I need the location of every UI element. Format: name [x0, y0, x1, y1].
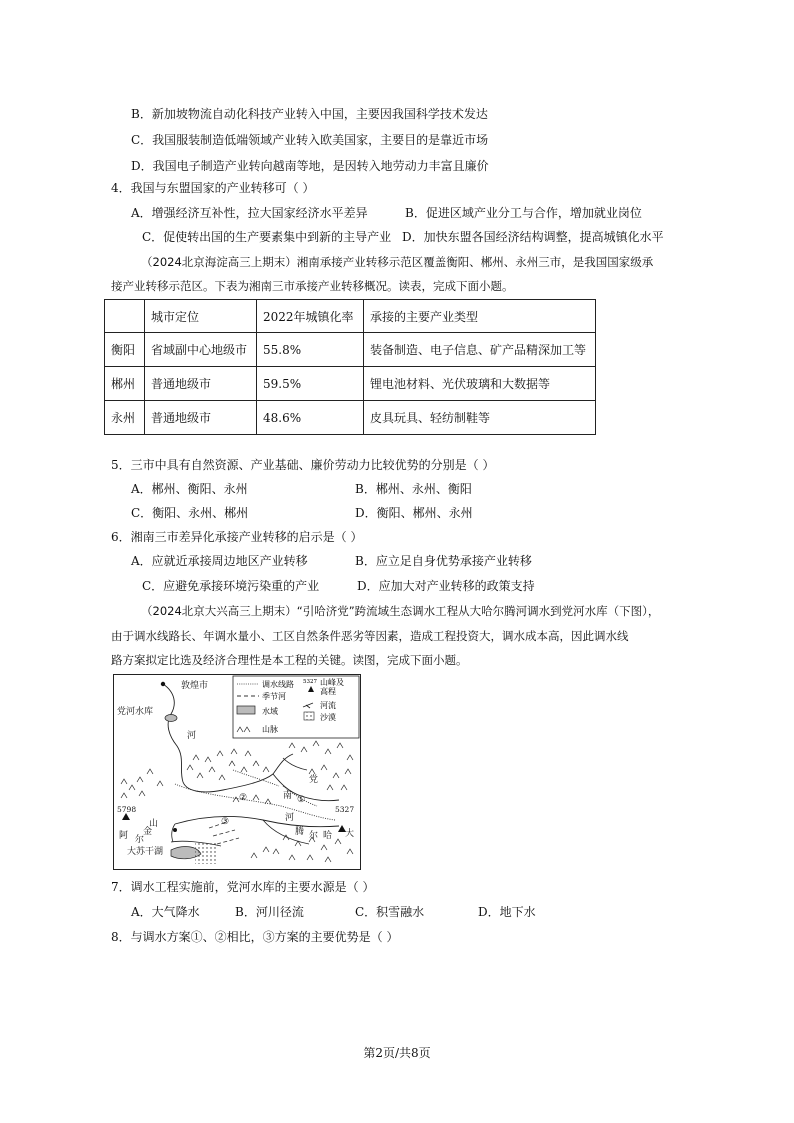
page-number: 第2页/共8页	[363, 1046, 431, 1060]
peak-elevation-east: 5327	[335, 805, 355, 814]
table-cell: 普通地级市	[145, 401, 257, 435]
route-3-label: ③	[221, 817, 230, 827]
river-char: 河	[285, 813, 295, 823]
city-dot	[161, 682, 165, 686]
q5-option-b: B．郴州、永州、衡阳	[355, 482, 472, 496]
mountain-char: 金	[143, 827, 153, 837]
q3-option-d: D．我国电子制造产业转向越南等地，是因转入地劳动力丰富且廉价	[131, 159, 489, 173]
q6-option-c: C．应避免承接环境污染重的产业	[142, 579, 320, 593]
mountain-char: 山	[149, 819, 159, 829]
table-cell: 皮具玩具、轻纺制鞋等	[364, 401, 596, 435]
legend-mountain-label: 山脉	[262, 725, 278, 734]
river-char: 大	[345, 829, 355, 839]
peak-elevation-west: 5798	[117, 805, 137, 814]
lake-label: 大苏干湖	[127, 847, 164, 857]
reservoir-symbol	[165, 715, 177, 722]
q7-option-d: D．地下水	[478, 905, 536, 919]
q5-stem: 5．三市中具有自然资源、产业基础、廉价劳动力比较优势的分别是（ ）	[111, 458, 495, 472]
q5-option-c: C．衡阳、永州、郴州	[131, 506, 249, 520]
legend-seasonal-label: 季节河	[262, 692, 286, 701]
table-cell: 省域副中心地级市	[145, 333, 257, 367]
river-char: 尔	[309, 831, 319, 841]
q6-option-b: B．应立足自身优势承接产业转移	[355, 554, 532, 568]
q6-option-d: D．应加大对产业转移的政策支持	[357, 579, 535, 593]
table-row	[105, 367, 596, 401]
river-char: 腾	[295, 827, 305, 837]
table-cell: 郴州	[105, 367, 145, 401]
q6-option-a: A．应就近承接周边地区产业转移	[131, 554, 308, 568]
reservoir-label: 党河水库	[117, 707, 154, 717]
q4-option-a: A．增强经济互补性，拉大国家经济水平差异	[131, 206, 368, 220]
q3-option-b: B．新加坡物流自动化科技产业转入中国，主要因我国科学技术发达	[131, 107, 488, 121]
q7-stem: 7．调水工程实施前，党河水库的主要水源是（ ）	[111, 880, 375, 894]
desert-icon	[304, 712, 314, 720]
table-row	[105, 333, 596, 367]
legend-desert-label: 沙漠	[320, 713, 336, 722]
table-cell: 普通地级市	[145, 367, 257, 401]
map-legend	[233, 676, 359, 738]
table-cell: 48.6%	[257, 401, 364, 435]
q7-option-c: C．积雪融水	[355, 905, 425, 919]
route-2-label: ②	[239, 793, 248, 803]
table-header: 2022年城镇化率	[257, 300, 364, 333]
industry-transfer-table	[104, 299, 596, 435]
q5-option-a: A．郴州、衡阳、永州	[131, 482, 248, 496]
legend-peak-label: 山峰及	[320, 678, 344, 687]
q7-option-a: A．大气降水	[131, 905, 200, 919]
q8-stem: 8．与调水方案①、②相比，③方案的主要优势是（ ）	[111, 930, 399, 944]
intro1-line1: （2024北京海淀高三上期末）湘南承接产业转移示范区覆盖衡阳、郴州、永州三市，是我国国家级承	[141, 255, 654, 269]
table-header-row	[105, 300, 596, 333]
table-header: 承接的主要产业类型	[364, 300, 596, 333]
intro2-line2: 由于调水线路长、年调水量小、工区自然条件恶劣等因素，造成工程投资大，调水成本高，因此调水线	[111, 629, 629, 643]
route-1-label: ①	[297, 795, 306, 805]
water-diversion-map	[113, 674, 361, 870]
mountain-char: 尔	[135, 835, 145, 845]
table-cell: 55.8%	[257, 333, 364, 367]
q3-option-c: C．我国服装制造低端领域产业转入欧美国家，主要目的是靠近市场	[131, 133, 489, 147]
river-char: 南	[283, 791, 293, 801]
table-cell: 装备制造、电子信息、矿产品精深加工等	[364, 333, 596, 367]
intro2-line1: （2024北京大兴高三上期末）“引哈济党”跨流域生态调水工程从大哈尔腾河调水到党河水库（下图），	[141, 604, 660, 618]
river-char: 河	[187, 731, 197, 741]
q6-stem: 6．湘南三市差异化承接产业转移的启示是（ ）	[111, 530, 363, 544]
table-cell: 锂电池材料、光伏玻璃和大数据等	[364, 367, 596, 401]
q7-option-b: B．河川径流	[235, 905, 304, 919]
q4-option-c: C．促使转出国的生产要素集中到新的主导产业	[142, 230, 392, 244]
q4-option-b: B．促进区域产业分工与合作，增加就业岗位	[405, 206, 642, 220]
legend-route-label: 调水线路	[262, 680, 294, 689]
table-cell: 59.5%	[257, 367, 364, 401]
table-cell: 永州	[105, 401, 145, 435]
table-header: 城市定位	[145, 300, 257, 333]
q4-stem: 4．我国与东盟国家的产业转移可（ ）	[111, 181, 315, 195]
q4-option-d: D．加快东盟各国经济结构调整，提高城镇化水平	[402, 230, 664, 244]
legend-peak-label-2: 高程	[320, 687, 336, 696]
river-char: 哈	[323, 831, 333, 841]
legend-peak-number: 5327	[303, 679, 317, 685]
table-row	[105, 401, 596, 435]
table-header	[105, 300, 145, 333]
q5-option-d: D．衡阳、郴州、永州	[355, 506, 473, 520]
table-cell: 衡阳	[105, 333, 145, 367]
intro2-line3: 路方案拟定比选及经济合理性是本工程的关键。读图，完成下面小题。	[111, 653, 468, 667]
river-char: 党	[309, 775, 319, 785]
legend-water-label: 水域	[262, 707, 278, 716]
mountain-char: 阿	[119, 831, 129, 841]
city-label: 敦煌市	[181, 681, 209, 691]
intro1-line2: 接产业转移示范区。下表为湘南三市承接产业转移概况。读表，完成下面小题。	[111, 279, 514, 293]
desert-area	[195, 842, 217, 864]
legend-river-label: 河流	[320, 701, 336, 710]
